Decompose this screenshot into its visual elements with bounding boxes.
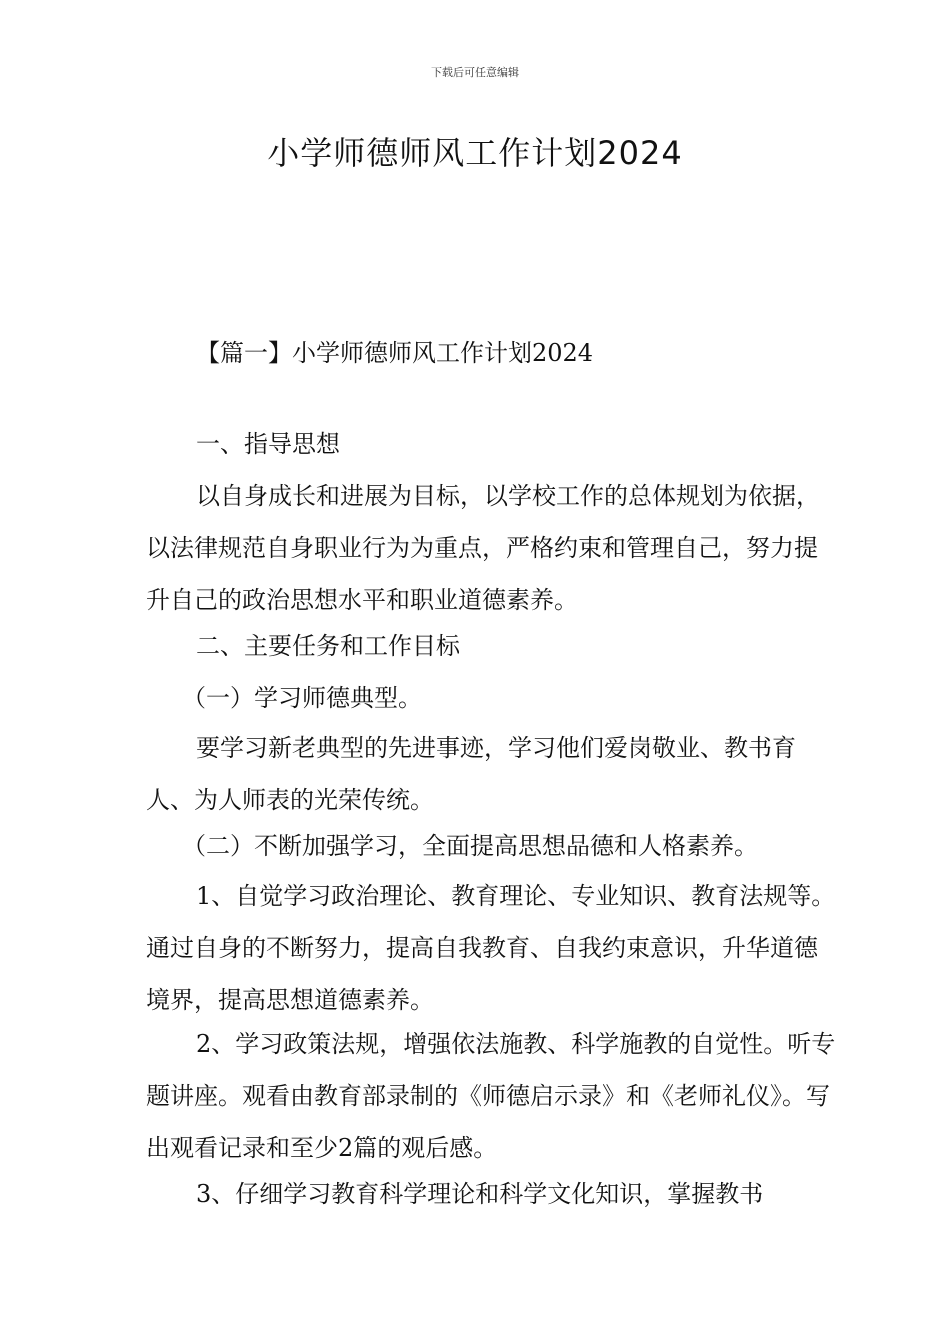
document-title: 小学师德师风工作计划2024 bbox=[267, 134, 683, 172]
paragraph-guiding-ideology-heading: 一、指导思想 bbox=[196, 430, 340, 458]
paragraph-item-3: 3、仔细学习教育科学理论和科学文化知识，掌握教书 bbox=[196, 1180, 764, 1208]
paragraph-item-1: 1、自觉学习政治理论、教育理论、专业知识、教育法规等。通过自身的不断努力，提高自我教育、自我约束意识，升华道德境界，提高思想道德素养。 bbox=[146, 882, 836, 1014]
paragraph-study-models: 要学习新老典型的先进事迹，学习他们爱岗敬业、教书育人、为人师表的光荣传统。 bbox=[146, 734, 796, 814]
header-note: 下载后可任意编辑 bbox=[431, 66, 519, 79]
paragraph-subheading-1: （一）学习师德典型。 bbox=[182, 684, 422, 712]
paragraph-main-tasks-heading: 二、主要任务和工作目标 bbox=[196, 632, 460, 660]
paragraph-guiding-ideology-body: 以自身成长和进展为目标，以学校工作的总体规划为依据，以法律规范自身职业行为为重点，严格约束和管理自己，努力提升自己的政治思想水平和职业道德素养。 bbox=[146, 482, 820, 614]
section-heading: 【篇一】小学师德师风工作计划2024 bbox=[196, 339, 594, 367]
paragraph-subheading-2: （二）不断加强学习，全面提高思想品德和人格素养。 bbox=[182, 832, 758, 860]
paragraph-item-2: 2、学习政策法规，增强依法施教、科学施教的自觉性。听专题讲座。观看由教育部录制的《师德启示录》和《老师礼仪》。写出观看记录和至少2篇的观后感。 bbox=[146, 1030, 836, 1162]
